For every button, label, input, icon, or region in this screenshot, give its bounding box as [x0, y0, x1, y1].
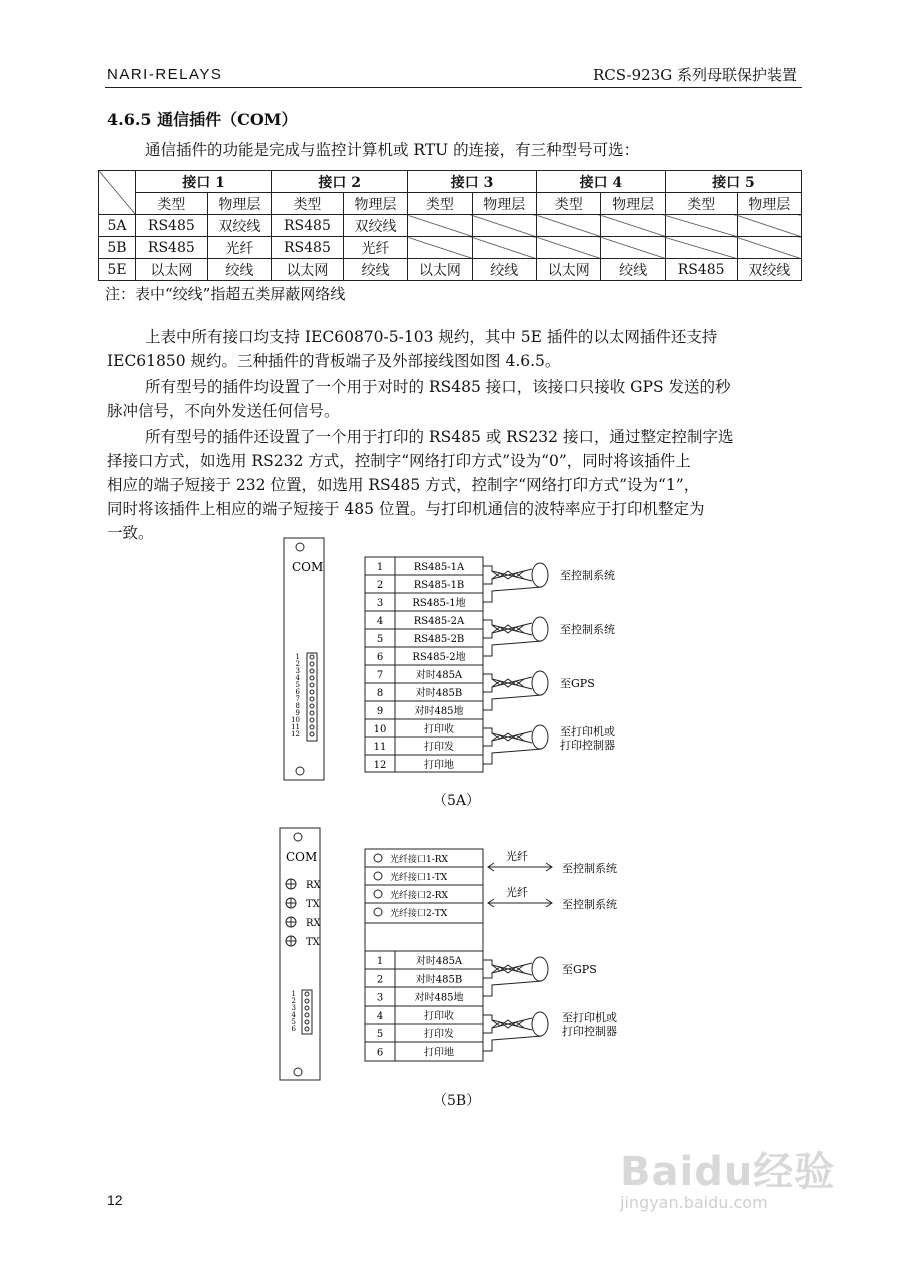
empty-cell [472, 215, 536, 237]
port-label: RX [306, 880, 321, 891]
figure-5a [270, 535, 670, 785]
col-type: 类型 [136, 193, 208, 215]
fiber-port-label: 光纤接口1-RX [390, 855, 448, 865]
pin-number: 4 [295, 674, 300, 682]
destination-labels [560, 568, 615, 752]
table-cell: 光纤 [207, 237, 271, 259]
pin-number: 2 [295, 660, 300, 668]
pin-number: 10 [291, 716, 300, 724]
table-cell: 以太网 [537, 259, 601, 281]
pin-number: 1 [295, 653, 300, 661]
terminal-name: RS485-2地 [412, 652, 466, 663]
paragraph-line: 择接口方式，如选用 RS232 方式，控制字“网络打印方式”设为“0”，同时将该插件上 [107, 452, 691, 470]
board-outline [280, 828, 320, 1080]
empty-cell [737, 237, 802, 259]
terminal-number: 4 [376, 1010, 384, 1022]
port-header: 接口 4 [537, 171, 666, 193]
header-right: RCS-923G 系列母联保护装置 [592, 66, 797, 84]
terminal-number: 2 [376, 974, 384, 986]
intro-text: 通信插件的功能是完成与监控计算机或 RTU 的连接，有三种型号可选： [145, 141, 640, 159]
table-row [99, 215, 802, 237]
col-phy: 物理层 [472, 193, 536, 215]
col-phy: 物理层 [601, 193, 665, 215]
col-phy: 物理层 [207, 193, 271, 215]
pin-number: 7 [295, 695, 300, 703]
terminal-number: 3 [376, 992, 384, 1004]
terminal-name: 打印地 [424, 760, 454, 771]
paragraph-line: 上表中所有接口均支持 IEC60870-5-103 规约，其中 5E 插件的以太网插件还支持 [145, 328, 718, 346]
screw-icon [296, 767, 304, 775]
port-header: 接口 2 [272, 171, 408, 193]
terminal-name: 对时485B [415, 688, 463, 699]
terminal-name: RS485-1地 [412, 598, 466, 609]
terminal-number: 1 [376, 562, 384, 573]
pin-number: 3 [295, 667, 300, 675]
dest-label: 打印控制器 [562, 1025, 617, 1038]
table-cell: RS485 [272, 237, 344, 259]
fiber-port-labels [390, 853, 449, 919]
paragraph-line: 一致。 [107, 524, 154, 542]
port-label: RX [306, 918, 321, 929]
terminal-name: 打印地 [424, 1047, 454, 1059]
terminal-number: 4 [376, 616, 384, 627]
empty-cell [601, 215, 665, 237]
paragraph-line: 脉冲信号，不向外发送任何信号。 [107, 402, 340, 420]
pin-numbers [292, 990, 297, 1033]
table-cell: 绞线 [207, 259, 271, 281]
pin-number: 6 [291, 1025, 296, 1033]
pin-number: 5 [291, 1018, 296, 1026]
terminal-name: 打印发 [424, 742, 454, 753]
table-cell: 绞线 [601, 259, 665, 281]
table-cell: 绞线 [343, 259, 407, 281]
fiber-port-label: 光纤接口1-TX [390, 873, 448, 883]
empty-cell [665, 237, 737, 259]
pin-number: 9 [295, 709, 300, 717]
table-cell: RS485 [136, 215, 208, 237]
table-cell: 双绞线 [207, 215, 271, 237]
paragraph-line: IEC61850 规约。三种插件的背板端子及外部接线图如图 4.6.5。 [107, 352, 561, 370]
port-header: 接口 5 [665, 171, 801, 193]
col-phy: 物理层 [737, 193, 802, 215]
terminal-name: RS485-2A [413, 616, 465, 627]
terminal-name: 对时485B [415, 974, 463, 986]
col-type: 类型 [408, 193, 472, 215]
paragraph-line: 所有型号的插件还设置了一个用于打印的 RS485 或 RS232 接口，通过整定控制字选 [145, 428, 734, 446]
table-corner [99, 171, 136, 215]
destination-labels [562, 861, 617, 1038]
pin-number: 11 [291, 723, 300, 731]
terminal-number: 10 [373, 724, 387, 735]
watermark-url: jingyan.baidu.com [620, 1193, 768, 1212]
terminal-number: 9 [376, 706, 384, 717]
table-cell: 双绞线 [737, 259, 802, 281]
terminal-number: 2 [376, 580, 384, 591]
terminal-number: 3 [376, 598, 384, 609]
watermark-brand: Baidu经验 [620, 1149, 836, 1195]
dest-label: 至控制系统 [562, 862, 617, 875]
terminal-name: 对时485A [415, 956, 463, 967]
terminal-name: RS485-1B [413, 580, 465, 591]
dest-label: 至控制系统 [560, 623, 615, 636]
fiber-arrows [488, 863, 552, 907]
watermark [620, 1140, 835, 1212]
table-cell: 双绞线 [343, 215, 407, 237]
table-cell: 以太网 [272, 259, 344, 281]
empty-cell [408, 237, 472, 259]
table-cell: 光纤 [343, 237, 407, 259]
terminal-number: 5 [376, 634, 384, 645]
twisted-pair-wiring [483, 563, 548, 764]
port-label: TX [306, 937, 320, 948]
table-cell: RS485 [136, 237, 208, 259]
dest-label: 至GPS [562, 963, 597, 976]
terminal-number: 7 [376, 670, 384, 681]
table-cell: 绞线 [472, 259, 536, 281]
table-row [99, 237, 802, 259]
model-cell: 5E [99, 259, 136, 281]
fiber-port-label: 光纤接口2-TX [390, 909, 448, 919]
port-label: TX [306, 899, 320, 910]
paragraph-line: 相应的端子短接于 232 位置，如选用 RS485 方式，控制字“网络打印方式”设为“1”， [107, 476, 700, 494]
terminal-number: 12 [373, 760, 387, 771]
empty-cell [537, 237, 601, 259]
paragraph-line: 所有型号的插件均设置了一个用于对时的 RS485 接口，该接口只接收 GPS 发送的秒 [145, 378, 731, 396]
figure-5b [270, 825, 670, 1085]
section-title: 4.6.5 通信插件（COM） [107, 110, 298, 129]
fiber-label: 光纤 [506, 850, 528, 863]
screw-icon [294, 833, 302, 841]
empty-cell [665, 215, 737, 237]
table-row [99, 259, 802, 281]
connector-pins [310, 655, 314, 736]
page-number: 12 [107, 1192, 123, 1208]
table-cell: 以太网 [136, 259, 208, 281]
col-phy: 物理层 [343, 193, 407, 215]
model-cell: 5B [99, 237, 136, 259]
empty-cell [537, 215, 601, 237]
port-header: 接口 1 [136, 171, 272, 193]
empty-cell [472, 237, 536, 259]
terminal-name: RS485-1A [413, 562, 465, 573]
dest-label: 至打印机或 [560, 725, 615, 738]
paragraph-line: 同时将该插件上相应的端子短接于 485 位置。与打印机通信的波特率应于打印机整定为 [107, 500, 705, 518]
board-outline [284, 538, 324, 780]
fiber-label: 光纤 [506, 886, 528, 899]
pin-number: 12 [291, 730, 300, 738]
dest-label: 至控制系统 [562, 898, 617, 911]
terminal-number: 1 [376, 956, 384, 967]
fiber-port-label: 光纤接口2-RX [390, 891, 448, 901]
pin-number: 1 [291, 990, 296, 998]
terminal-number: 6 [376, 1047, 384, 1059]
terminal-name: RS485-2B [413, 634, 465, 645]
pin-number: 8 [295, 702, 300, 710]
empty-cell [601, 237, 665, 259]
dest-label: 至控制系统 [560, 569, 615, 582]
screw-icon [296, 543, 304, 551]
table-cell: RS485 [272, 215, 344, 237]
header-divider [105, 87, 802, 88]
terminal-name: 打印收 [424, 724, 454, 735]
model-cell: 5A [99, 215, 136, 237]
table-cell: RS485 [665, 259, 737, 281]
pin-number: 6 [295, 688, 300, 696]
header-left: NARI-RELAYS [107, 66, 223, 83]
pin-number: 5 [295, 681, 300, 689]
port-labels [306, 880, 322, 948]
table-note: 注：表中“绞线”指超五类屏蔽网络线 [105, 285, 346, 303]
terminal-number: 8 [376, 688, 384, 699]
pin-number: 2 [291, 997, 296, 1005]
terminal-name: 对时485A [415, 670, 463, 681]
connector-pins [305, 992, 309, 1031]
terminal-name: 对时485地 [414, 706, 464, 717]
pin-numbers [291, 653, 300, 738]
col-type: 类型 [665, 193, 737, 215]
board-label: COM [286, 850, 318, 864]
interface-table [98, 170, 802, 281]
pin-number: 4 [291, 1011, 296, 1019]
pin-number: 3 [291, 1004, 296, 1012]
col-type: 类型 [272, 193, 344, 215]
dest-label: 至打印机或 [562, 1011, 617, 1024]
board-label: COM [292, 560, 324, 574]
terminal-number: 11 [373, 742, 387, 753]
port-header: 接口 3 [408, 171, 537, 193]
dest-label: 打印控制器 [560, 739, 615, 752]
terminal-name: 打印发 [424, 1029, 454, 1041]
screw-icon [294, 1068, 302, 1076]
figure-5b-caption: （5B） [433, 1093, 481, 1109]
terminal-name: 打印收 [424, 1010, 454, 1022]
terminal-name: 对时485地 [414, 992, 464, 1004]
empty-cell [737, 215, 802, 237]
terminal-number: 5 [376, 1029, 384, 1041]
fiber-port-icons [286, 879, 296, 946]
dest-label: 至GPS [560, 677, 595, 690]
terminal-number: 6 [376, 652, 384, 663]
twisted-pair-wiring [483, 957, 548, 1051]
table-cell: 以太网 [408, 259, 472, 281]
figure-5a-caption: （5A） [433, 793, 481, 809]
empty-cell [408, 215, 472, 237]
col-type: 类型 [537, 193, 601, 215]
